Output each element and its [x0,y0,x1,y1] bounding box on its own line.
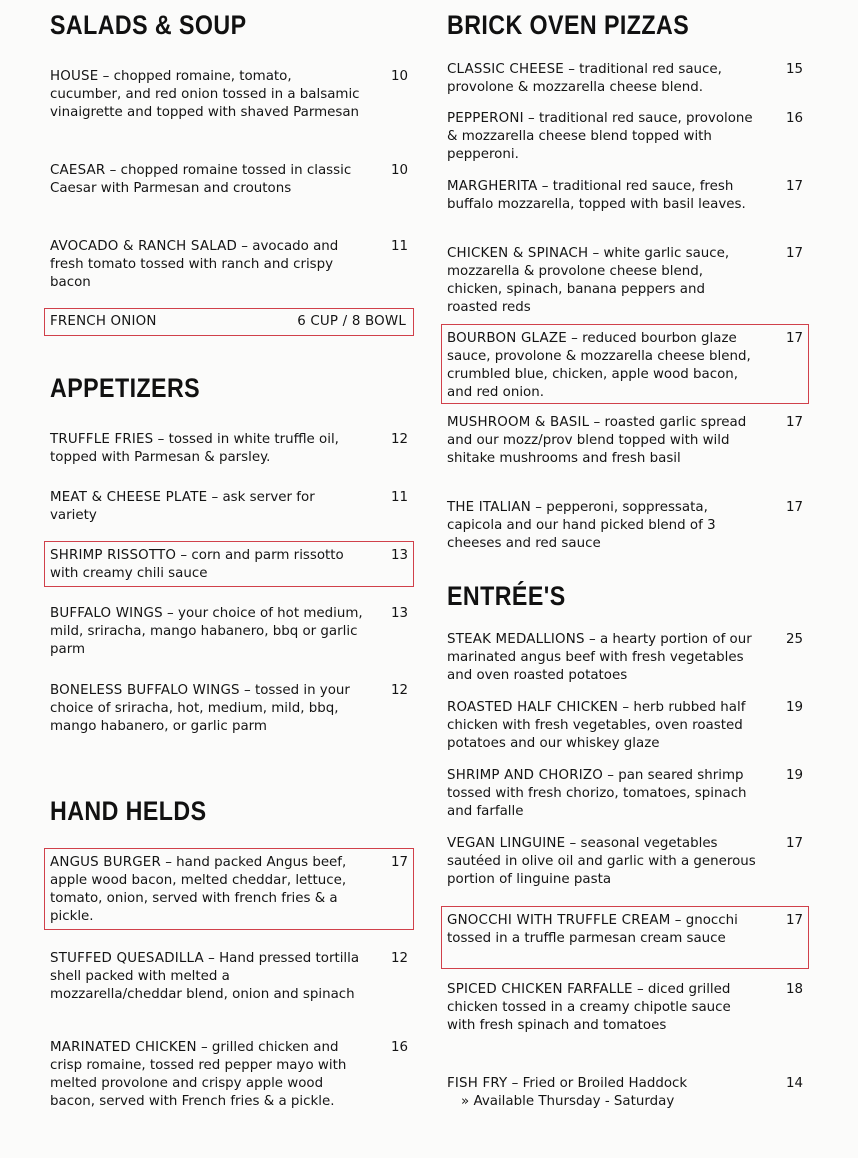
menu-item-fish-fry: FISH FRY – Fried or Broiled Haddock » Available Thursday - Saturday 14 [447,1075,807,1111]
item-price: 25 [785,632,803,647]
menu-item-bourbon-glaze: BOURBON GLAZE – reduced bourbon glaze sauce, provolone & mozzarella cheese blend, crumbled blue, chicken, apple wood bacon, and red onion. 17 [447,331,803,400]
item-price: 17 [785,179,803,194]
item-price: 12 [390,951,408,966]
item-price: 12 [390,432,408,447]
item-price: 17 [785,913,803,928]
item-price: 11 [390,239,408,254]
menu-item-buffalo-wings: BUFFALO WINGS – your choice of hot medium, mild, sriracha, mango habanero, bbq or garlic parm 13 [50,606,408,657]
item-price: 14 [785,1076,803,1091]
menu-item-angus-burger: ANGUS BURGER – hand packed Angus beef, apple wood bacon, melted cheddar, lettuce, tomato, onion, served with french fries & a pickle. 17 [50,855,408,924]
section-heading-salads: SALADS & SOUP [50,10,247,40]
item-price: 18 [785,982,803,997]
menu-item-meat-cheese-plate: MEAT & CHEESE PLATE – ask server for variety 11 [50,490,408,523]
item-price: 11 [390,490,408,505]
menu-item-marinated-chicken: MARINATED CHICKEN – grilled chicken and crisp romaine, tossed red pepper mayo with melted provolone and crispy apple wood bacon, served with French fries & a pickle. 16 [50,1040,408,1109]
menu-item-truffle-fries: TRUFFLE FRIES – tossed in white truffle oil, topped with Parmesan & parsley. 12 [50,432,408,465]
menu-item-stuffed-quesadilla: STUFFED QUESADILLA – Hand pressed tortilla shell packed with melted a mozzarella/cheddar blend, onion and spinach 12 [50,951,408,1002]
section-heading-handhelds: HAND HELDS [50,796,207,826]
item-price: 16 [785,111,803,126]
menu-item-the-italian: THE ITALIAN – pepperoni, soppressata, capicola and our hand picked blend of 3 cheeses and red sauce 17 [447,500,803,551]
availability-note: » Available Thursday - Saturday [461,1094,675,1109]
item-price: 12 [390,683,408,698]
menu-item-boneless-wings: BONELESS BUFFALO WINGS – tossed in your choice of sriracha, hot, medium, mild, bbq, mango habanero, or garlic parm 12 [50,683,408,734]
menu-item-caesar: CAESAR – chopped romaine tossed in classic Caesar with Parmesan and croutons 10 [50,163,408,196]
menu-item-shrimp-chorizo: SHRIMP AND CHORIZO – pan seared shrimp tossed with fresh chorizo, tomatoes, spinach and farfalle 19 [447,768,803,819]
item-price: 10 [390,163,408,178]
item-price: 17 [785,415,803,430]
menu-item-french-onion [50,313,410,331]
item-price: 15 [785,62,803,77]
item-price: 19 [785,700,803,715]
menu-item-chicken-spinach: CHICKEN & SPINACH – white garlic sauce, mozzarella & provolone cheese blend, chicken, spinach, banana peppers and roasted reds 17 [447,246,803,315]
item-price: 17 [785,500,803,515]
menu-item-gnocchi: GNOCCHI WITH TRUFFLE CREAM – gnocchi tossed in a truffle parmesan cream sauce 17 [447,913,803,946]
menu-item-mushroom-basil: MUSHROOM & BASIL – roasted garlic spread and our mozz/prov blend topped with wild shitake mushrooms and fresh basil 17 [447,415,803,466]
item-price: 17 [785,331,803,346]
item-price: 10 [390,69,408,84]
menu-item-house: HOUSE – chopped romaine, tomato, cucumber, and red onion tossed in a balsamic vinaigrette and topped with shaved Parmesan 10 [50,69,408,120]
item-price: 19 [785,768,803,783]
item-price: 13 [390,548,408,563]
section-heading-appetizers: APPETIZERS [50,373,201,403]
menu-item-shrimp-rissotto: SHRIMP RISSOTTO – corn and parm rissotto with creamy chili sauce 13 [50,548,408,581]
section-heading-pizzas: BRICK OVEN PIZZAS [447,10,690,40]
menu-item-spiced-chicken-farfalle: SPICED CHICKEN FARFALLE – diced grilled chicken tossed in a creamy chipotle sauce with fresh spinach and tomatoes 18 [447,982,803,1033]
menu-item-avocado-ranch: AVOCADO & RANCH SALAD – avocado and fresh tomato tossed with ranch and crispy bacon 11 [50,239,408,290]
menu-item-pepperoni: PEPPERONI – traditional red sauce, provolone & mozzarella cheese blend topped with pepperoni. 16 [447,111,803,162]
menu-item-steak-medallions: STEAK MEDALLIONS – a hearty portion of our marinated angus beef with fresh vegetables and oven roasted potatoes 25 [447,632,803,683]
menu-item-classic-cheese: CLASSIC CHEESE – traditional red sauce, provolone & mozzarella cheese blend. 15 [447,62,803,95]
item-price: 17 [785,836,803,851]
item-price: 16 [390,1040,408,1055]
section-heading-entrees: ENTRÉE'S [447,581,566,611]
menu-item-margherita: MARGHERITA – traditional red sauce, fresh buffalo mozzarella, topped with basil leaves. 17 [447,179,803,212]
item-name: FRENCH ONION [50,314,157,329]
menu-item-vegan-linguine: VEGAN LINGUINE – seasonal vegetables sautéed in olive oil and garlic with a generous portion of linguine pasta 17 [447,836,803,887]
menu-item-roasted-half-chicken: ROASTED HALF CHICKEN – herb rubbed half chicken with fresh vegetables, oven roasted potatoes and our whiskey glaze 19 [447,700,803,751]
item-price: 13 [390,606,408,621]
item-price: 17 [390,855,408,870]
item-price: 6 CUP / 8 BOWL [297,314,406,329]
item-price: 17 [785,246,803,261]
